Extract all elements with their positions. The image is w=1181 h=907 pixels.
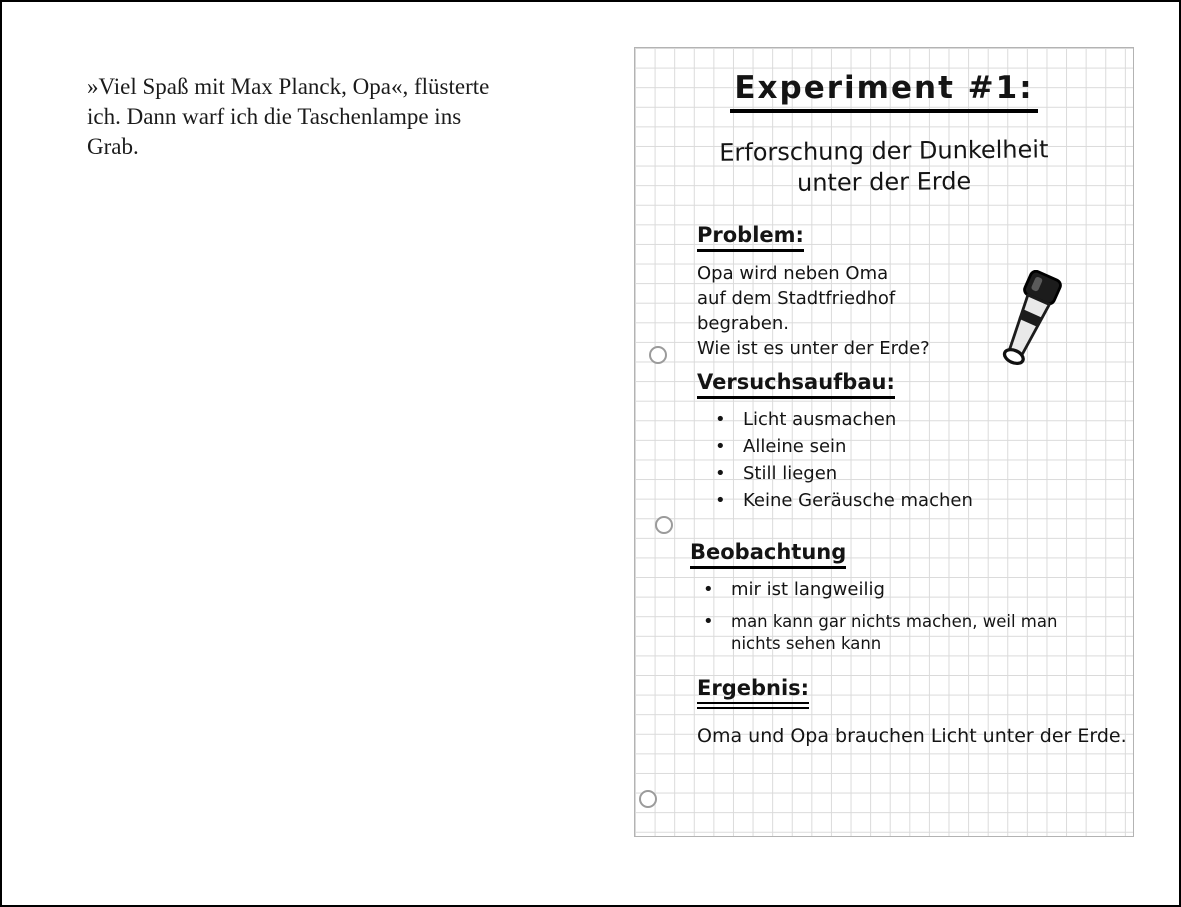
section-problem [697, 223, 1027, 362]
problem-text [697, 262, 1027, 361]
observation-bullet: man kann gar nichts machen, weil man nichts sehen kann [731, 612, 1058, 653]
section-observation [690, 540, 1100, 656]
experiment-subtitle [635, 133, 1134, 200]
flashlight-icon [980, 270, 1075, 378]
bullet-icon: • [715, 436, 726, 457]
setup-bullet: Licht ausmachen [743, 409, 897, 430]
paragraph-line: ich. Dann warf ich die Taschenlampe ins [87, 104, 462, 129]
experiment-title-row [635, 70, 1133, 113]
list-item [703, 609, 1100, 655]
list-item [715, 434, 1097, 460]
problem-line: Opa wird neben Oma [697, 263, 889, 284]
setup-bullet: Alleine sein [743, 436, 847, 457]
result-heading: Ergebnis: [697, 676, 809, 709]
observation-bullet: mir ist langweilig [731, 579, 885, 600]
problem-line: auf dem Stadtfriedhof [697, 288, 896, 309]
setup-bullet: Still liegen [743, 463, 838, 484]
observation-list [690, 577, 1100, 655]
subtitle-line: Erforschung der Dunkelheit [719, 135, 1049, 167]
list-item [703, 577, 1100, 603]
bullet-icon: • [715, 463, 726, 484]
problem-heading: Problem: [697, 223, 804, 252]
problem-line: begraben. [697, 313, 789, 334]
list-item [715, 488, 1097, 514]
list-item [715, 461, 1097, 487]
bullet-icon: • [715, 490, 726, 511]
experiment-title: Experiment #1: [730, 70, 1037, 113]
section-result [697, 676, 1127, 747]
punch-hole [639, 790, 657, 808]
setup-list [697, 407, 1097, 514]
list-item [715, 407, 1097, 433]
setup-heading: Versuchsaufbau: [697, 370, 895, 399]
paragraph-line: »Viel Spaß mit Max Planck, Opa«, flüsterte [87, 74, 490, 99]
observation-heading: Beobachtung [690, 540, 846, 569]
punch-hole [655, 516, 673, 534]
bullet-icon: • [703, 611, 714, 632]
result-text: Oma und Opa brauchen Licht unter der Erde. [697, 725, 1127, 747]
section-setup [697, 370, 1097, 515]
punch-hole [649, 346, 667, 364]
notebook-page [634, 47, 1134, 837]
setup-bullet: Keine Geräusche machen [743, 490, 973, 511]
left-page-paragraph [87, 72, 557, 162]
bullet-icon: • [715, 409, 726, 430]
subtitle-line: unter der Erde [796, 167, 972, 197]
problem-line: Wie ist es unter der Erde? [697, 338, 930, 359]
paragraph-line: Grab. [87, 134, 139, 159]
bullet-icon: • [703, 579, 714, 600]
